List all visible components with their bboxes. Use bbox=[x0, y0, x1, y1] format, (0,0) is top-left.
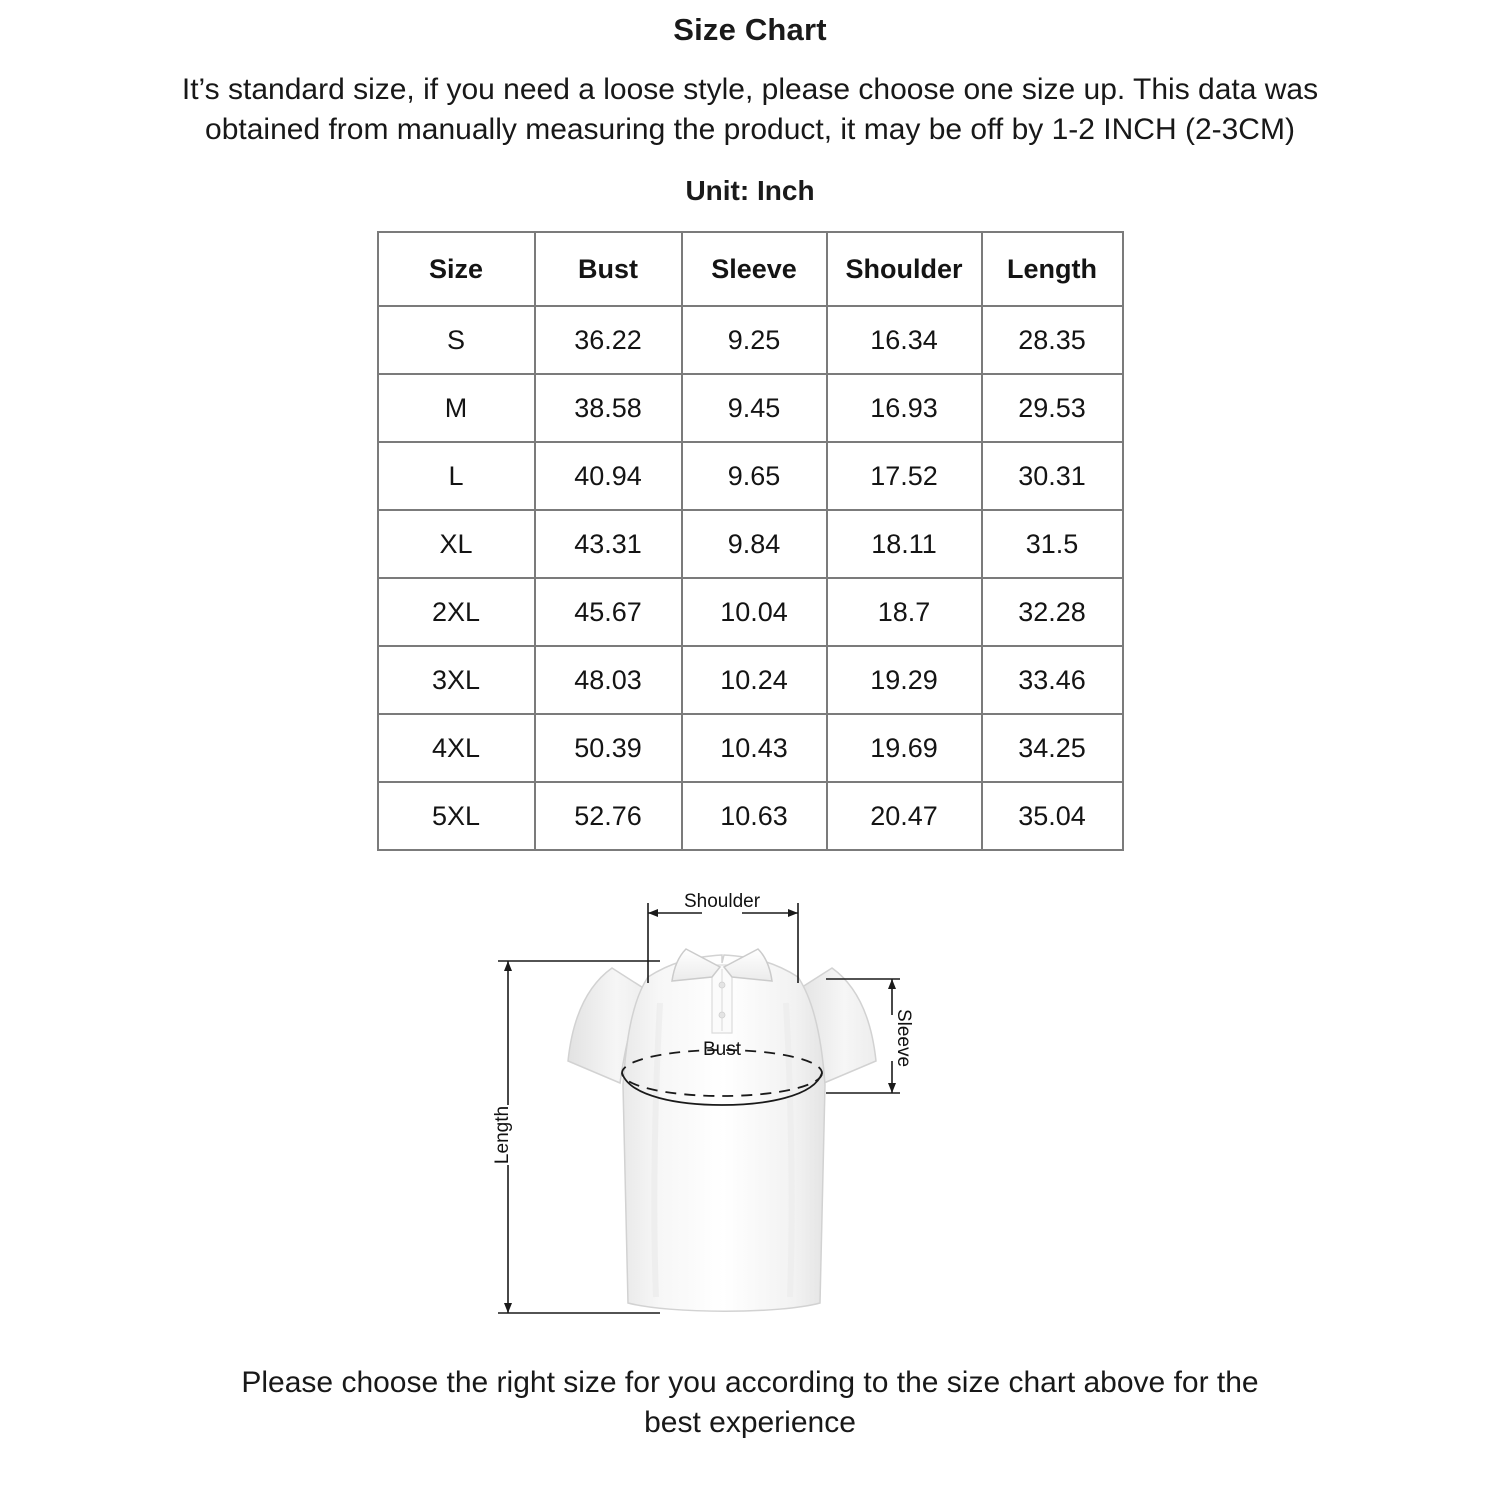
table-row bbox=[378, 510, 1123, 578]
footer-note: Please choose the right size for you according to the size chart above for the best experience bbox=[241, 1366, 1259, 1439]
cell-length: 34.25 bbox=[982, 714, 1123, 782]
cell-bust: 38.58 bbox=[535, 374, 682, 442]
column-header-sleeve: Sleeve bbox=[682, 232, 827, 306]
cell-length: 28.35 bbox=[982, 306, 1123, 374]
cell-shoulder: 18.7 bbox=[827, 578, 982, 646]
cell-shoulder: 19.29 bbox=[827, 646, 982, 714]
page-title: Size Chart bbox=[673, 12, 827, 47]
cell-length: 32.28 bbox=[982, 578, 1123, 646]
cell-sleeve: 9.45 bbox=[682, 374, 827, 442]
cell-size: 5XL bbox=[378, 782, 535, 850]
column-header-bust: Bust bbox=[535, 232, 682, 306]
size-table bbox=[377, 231, 1124, 851]
cell-bust: 48.03 bbox=[535, 646, 682, 714]
cell-sleeve: 9.84 bbox=[682, 510, 827, 578]
cell-sleeve: 10.24 bbox=[682, 646, 827, 714]
cell-length: 29.53 bbox=[982, 374, 1123, 442]
table-row bbox=[378, 374, 1123, 442]
column-header-shoulder: Shoulder bbox=[827, 232, 982, 306]
cell-size: L bbox=[378, 442, 535, 510]
cell-bust: 50.39 bbox=[535, 714, 682, 782]
cell-size: M bbox=[378, 374, 535, 442]
cell-length: 30.31 bbox=[982, 442, 1123, 510]
cell-length: 31.5 bbox=[982, 510, 1123, 578]
table-row bbox=[378, 714, 1123, 782]
table-row bbox=[378, 578, 1123, 646]
cell-shoulder: 20.47 bbox=[827, 782, 982, 850]
cell-size: 2XL bbox=[378, 578, 535, 646]
table-row bbox=[378, 442, 1123, 510]
cell-shoulder: 16.34 bbox=[827, 306, 982, 374]
table-row bbox=[378, 646, 1123, 714]
unit-label: Unit: Inch bbox=[685, 175, 815, 207]
bust-label: Bust bbox=[702, 1039, 742, 1061]
sleeve-label: Sleeve bbox=[893, 1009, 914, 1068]
intro-text: It’s standard size, if you need a loose style, please choose one size up. This data was obtained from manually measuring the product, it may be off by 1-2 INCH (2-3CM) bbox=[181, 73, 1319, 146]
cell-size: 3XL bbox=[378, 646, 535, 714]
cell-size: S bbox=[378, 306, 535, 374]
cell-bust: 52.76 bbox=[535, 782, 682, 850]
cell-shoulder: 19.69 bbox=[827, 714, 982, 782]
column-header-size: Size bbox=[378, 232, 535, 306]
cell-sleeve: 10.04 bbox=[682, 578, 827, 646]
cell-bust: 40.94 bbox=[535, 442, 682, 510]
table-row bbox=[378, 782, 1123, 850]
length-label: Length bbox=[492, 1106, 513, 1165]
cell-shoulder: 16.93 bbox=[827, 374, 982, 442]
shoulder-label: Shoulder bbox=[683, 891, 761, 913]
cell-sleeve: 9.65 bbox=[682, 442, 827, 510]
cell-shoulder: 17.52 bbox=[827, 442, 982, 510]
cell-length: 33.46 bbox=[982, 646, 1123, 714]
cell-bust: 36.22 bbox=[535, 306, 682, 374]
measurement-diagram bbox=[480, 873, 1020, 1343]
cell-sleeve: 10.43 bbox=[682, 714, 827, 782]
cell-size: XL bbox=[378, 510, 535, 578]
table-header-row bbox=[378, 232, 1123, 306]
cell-size: 4XL bbox=[378, 714, 535, 782]
cell-sleeve: 10.63 bbox=[682, 782, 827, 850]
polo-shirt-illustration bbox=[568, 949, 876, 1311]
column-header-length: Length bbox=[982, 232, 1123, 306]
table-row bbox=[378, 306, 1123, 374]
cell-length: 35.04 bbox=[982, 782, 1123, 850]
cell-shoulder: 18.11 bbox=[827, 510, 982, 578]
cell-bust: 45.67 bbox=[535, 578, 682, 646]
cell-bust: 43.31 bbox=[535, 510, 682, 578]
cell-sleeve: 9.25 bbox=[682, 306, 827, 374]
